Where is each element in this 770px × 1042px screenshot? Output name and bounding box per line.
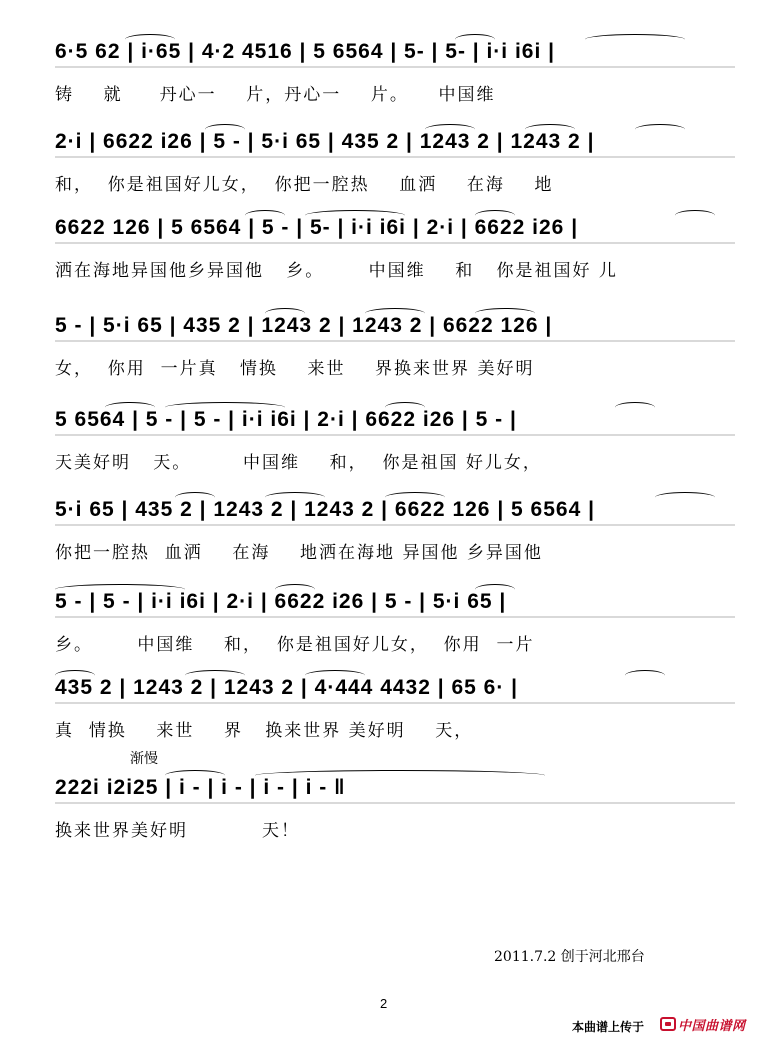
lyrics-line: 洒在海地异国他乡异国他 乡。 中国维 和 你是祖国好 儿: [55, 261, 618, 281]
notation-line: 5 6564 | 5 - | 5 - | i·i i6i | 2·i | 6622 i26 | 5 - |: [55, 408, 517, 431]
composition-credit: 2011.7.2 创于河北邢台: [494, 949, 645, 965]
notation-line: 2·i | 6622 i26 | 5 - | 5·i 65 | 435 2 | 1243 2 | 1243 2 |: [55, 130, 595, 153]
upload-note: 本曲谱上传于: [572, 1020, 645, 1034]
notation-line: 6·5 62 | i·65 | 4·2 4516 | 5 6564 | 5- | 5- | i·i i6i |: [55, 40, 556, 63]
notation-line: 435 2 | 1243 2 | 1243 2 | 4·444 4432 | 65 6· |: [55, 676, 519, 699]
notation-line: 6622 126 | 5 6564 | 5 - | 5- | i·i i6i | 2·i | 6622 i26 |: [55, 216, 579, 239]
logo-icon: [660, 1017, 676, 1031]
lyrics-line: 真 情换 来世 界 换来世界 美好明 天，: [55, 721, 474, 741]
lyrics-line: 你把一腔热 血洒 在海 地洒在海地 异国他 乡异国他: [55, 543, 543, 563]
notation-line: 5·i 65 | 435 2 | 1243 2 | 1243 2 | 6622 126 | 5 6564 |: [55, 498, 595, 521]
tempo-mark: 渐慢: [130, 751, 158, 767]
page-number: 2: [380, 996, 388, 1011]
lyrics-line: 换来世界美好明 天！: [55, 821, 301, 841]
lyrics-line: 铸 就 丹心一 片，丹心一 片。 中国维: [55, 85, 496, 105]
site-logo: [660, 1015, 746, 1033]
notation-line: 5 - | 5 - | i·i i6i | 2·i | 6622 i26 | 5 - | 5·i 65 |: [55, 590, 507, 613]
lyrics-line: 乡。 中国维 和， 你是祖国好儿女， 你用 一片: [55, 635, 535, 655]
logo-text: 中国曲谱网: [678, 1018, 746, 1034]
lyrics-line: 和， 你是祖国好儿女， 你把一腔热 血洒 在海 地: [55, 175, 554, 195]
lyrics-line: 天美好明 天。 中国维 和， 你是祖国 好儿女，: [55, 453, 542, 473]
notation-line: 222i i2i25 | i - | i - | i - | i - ‖: [55, 776, 346, 799]
notation-line: 5 - | 5·i 65 | 435 2 | 1243 2 | 1243 2 | 6622 126 |: [55, 314, 553, 337]
lyrics-line: 女， 你用 一片真 情换 来世 界换来世界 美好明: [55, 359, 535, 379]
